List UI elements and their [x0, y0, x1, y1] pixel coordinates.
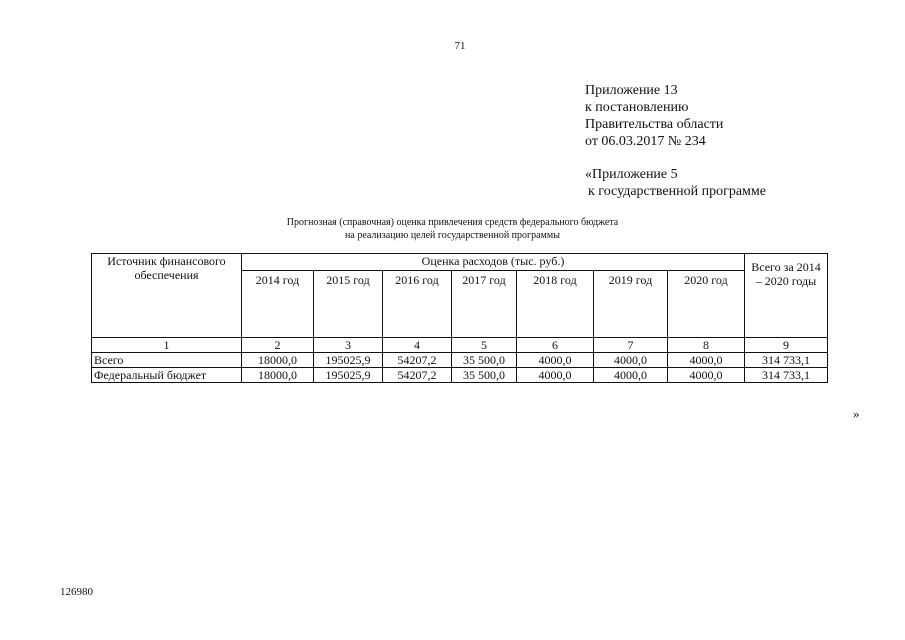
source-header: Источник финансового обеспечения [92, 254, 242, 338]
table-cell: 195025,9 [314, 368, 383, 383]
appendix-line: к государственной программе [588, 184, 766, 199]
table-row [92, 368, 828, 383]
appendix-line: к постановлению [585, 100, 689, 115]
column-number: 9 [745, 338, 828, 353]
year-header: 2018 год [517, 271, 594, 338]
table-cell: 195025,9 [314, 353, 383, 368]
appendix-line: «Приложение 5 [585, 167, 678, 182]
year-header: 2015 год [314, 271, 383, 338]
table-cell: 35 500,0 [452, 353, 517, 368]
column-number: 7 [594, 338, 668, 353]
table-cell: 314 733,1 [745, 368, 828, 383]
column-number: 2 [242, 338, 314, 353]
column-number: 1 [92, 338, 242, 353]
table-cell: 4000,0 [594, 368, 668, 383]
row-label: Федеральный бюджет [92, 368, 242, 383]
table-cell: 18000,0 [242, 353, 314, 368]
table-cell: 54207,2 [383, 368, 452, 383]
appendix-line: от 06.03.2017 № 234 [585, 134, 706, 149]
table-cell: 4000,0 [668, 368, 745, 383]
column-number: 4 [383, 338, 452, 353]
row-label: Всего [92, 353, 242, 368]
table-cell: 4000,0 [517, 353, 594, 368]
column-number-row [92, 338, 828, 353]
appendix-line: Правительства области [585, 117, 724, 132]
page-number: 71 [454, 40, 466, 52]
appendix-reference [585, 82, 766, 200]
funding-table [91, 253, 828, 383]
year-header: 2017 год [452, 271, 517, 338]
closing-quote: » [853, 406, 860, 421]
table-cell: 35 500,0 [452, 368, 517, 383]
document-title-line: на реализацию целей государственной программы [345, 230, 560, 241]
document-title [200, 216, 705, 242]
estimate-header: Оценка расходов (тыс. руб.) [242, 254, 745, 271]
footer-code: 126980 [60, 586, 93, 598]
table-cell: 18000,0 [242, 368, 314, 383]
table-cell: 54207,2 [383, 353, 452, 368]
column-number: 6 [517, 338, 594, 353]
appendix-line: Приложение 13 [585, 83, 678, 98]
table-cell: 314 733,1 [745, 353, 828, 368]
table-cell: 4000,0 [668, 353, 745, 368]
year-header: 2019 год [594, 271, 668, 338]
year-header: 2014 год [242, 271, 314, 338]
column-number: 5 [452, 338, 517, 353]
document-title-line: Прогнозная (справочная) оценка привлечения средств федерального бюджета [286, 217, 619, 228]
year-header: 2020 год [668, 271, 745, 338]
table-cell: 4000,0 [594, 353, 668, 368]
total-header: Всего за 2014 – 2020 годы [745, 254, 828, 338]
year-header: 2016 год [383, 271, 452, 338]
column-number: 3 [314, 338, 383, 353]
table-cell: 4000,0 [517, 368, 594, 383]
table-row [92, 353, 828, 368]
column-number: 8 [668, 338, 745, 353]
